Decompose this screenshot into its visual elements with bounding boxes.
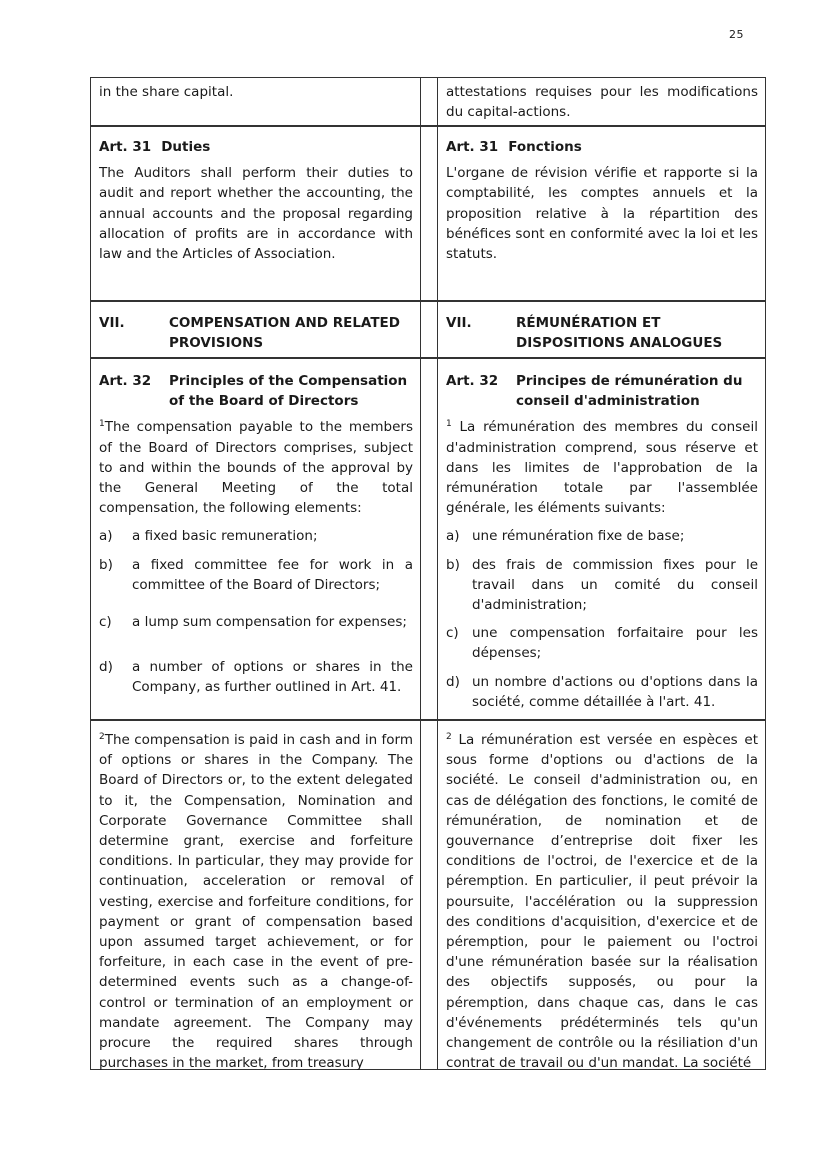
fr-art32-para2-text: La rémunération est versée en espèces et sous forme d'options ou d'actions de la société. Le conseil d'administration ou, en cas de délégation des fonctions, le comité de rémunération, de nomination et de gouvernance d’entreprise doit fixer les conditions de l'octroi, de l'exercice et de la péremption. En particulier, il peut prévoir la poursuite, l'accélération ou la suppression des conditions d'acquisition, d'exercice et de péremption, pour le paiement ou l'octroi d'une rémunération basée sur la réalisation des objectifs supposés, ou pour la péremption, dans chaque cas, dans le cas d'événements prédéterminés tels qu'un changement de contrôle ou la résiliation d'un contrat de travail ou d'un mandat. La société xyxy=(446,732,758,1072)
en-section-number: VII. xyxy=(99,315,125,331)
column-gap xyxy=(421,720,437,1070)
fr-art32-intro xyxy=(446,417,758,518)
en-para-marker-2: 2 xyxy=(99,732,105,742)
list-item xyxy=(99,657,413,697)
page-number: 25 xyxy=(729,28,744,41)
cell-fr-art32-para2 xyxy=(437,720,766,1070)
row-continuation xyxy=(90,77,766,126)
fr-section-heading xyxy=(446,313,758,353)
fr-section-title: RÉMUNÉRATION ET DISPOSITIONS ANALOGUES xyxy=(516,315,723,352)
fr-art32-para2 xyxy=(446,730,758,1073)
fr-art32-number: Art. 32 xyxy=(446,373,499,389)
en-art32-intro-text: The compensation payable to the members of the Board of Directors comprises, subject to and within the bounds of the approval by the General Meeting of the total compensation, the following elements: xyxy=(99,419,413,517)
en-art32-number: Art. 32 xyxy=(99,373,152,389)
fr-art31-number: Art. 31 xyxy=(446,139,499,155)
column-gap xyxy=(421,77,437,126)
en-art31-title: Duties xyxy=(161,139,211,155)
cell-en-art32-para2 xyxy=(90,720,421,1070)
cell-fr-section-vii xyxy=(437,301,766,358)
item-text: des frais de commission fixes pour le travail dans un comité du conseil d'administration; xyxy=(472,556,758,614)
en-section-title: COMPENSATION AND RELATED PROVISIONS xyxy=(169,315,400,352)
item-label: d) xyxy=(99,659,113,676)
item-text: a lump sum compensation for expenses; xyxy=(132,614,407,631)
en-para-marker-1: 1 xyxy=(99,419,105,430)
en-art31-number: Art. 31 xyxy=(99,139,152,155)
fr-para-marker-1: 1 xyxy=(446,419,452,430)
list-item xyxy=(99,612,413,632)
item-label: c) xyxy=(446,625,459,642)
item-text: une rémunération fixe de base; xyxy=(472,528,685,545)
fr-para-marker-2: 2 xyxy=(446,732,452,742)
list-item xyxy=(99,555,413,595)
list-item xyxy=(446,672,758,712)
item-label: a) xyxy=(99,528,113,545)
fr-art32-intro-text: La rémunération des membres du conseil d'administration comprend, sous réserve et dans les limites de l'approbation de la rémunération totale par l'assemblée générale, les éléments suivants: xyxy=(446,419,758,517)
en-art31-heading xyxy=(99,137,413,157)
row-art32-para1 xyxy=(90,358,766,720)
column-gap xyxy=(421,301,437,358)
cell-en-art31 xyxy=(90,126,421,301)
fr-section-number: VII. xyxy=(446,315,472,331)
item-label: c) xyxy=(99,614,112,631)
item-label: b) xyxy=(446,556,460,573)
fr-art31-title: Fonctions xyxy=(508,139,582,155)
fr-art31-text: L'organe de révision vérifie et rapporte si la comptabilité, les comptes annuels et la proposition relative à la répartition des bénéfices sont en conformité avec la loi et les statuts. xyxy=(446,165,758,263)
cell-en-continuation xyxy=(90,77,421,126)
item-label: d) xyxy=(446,673,460,690)
column-gap xyxy=(421,358,437,720)
list-item xyxy=(99,526,413,546)
en-art31-text: The Auditors shall perform their duties to audit and report whether the accounting, the annual accounts and the proposal regarding allocation of profits are in accordance with law and the Articles of Association. xyxy=(99,165,413,263)
list-item xyxy=(446,526,758,546)
item-text: a number of options or shares in the Company, as further outlined in Art. 41. xyxy=(132,659,413,696)
item-label: a) xyxy=(446,528,460,545)
list-item xyxy=(446,623,758,663)
fr-art31-heading xyxy=(446,137,758,157)
item-text: un nombre d'actions ou d'options dans la société, comme détaillée à l'art. 41. xyxy=(472,673,758,710)
item-text: a fixed committee fee for work in a committee of the Board of Directors; xyxy=(132,556,413,593)
en-art32-para2 xyxy=(99,730,413,1073)
item-label: b) xyxy=(99,556,113,573)
row-art31 xyxy=(90,126,766,301)
fr-continuation-text: attestations requises pour les modifications du capital-actions. xyxy=(446,84,758,121)
en-continuation-text: in the share capital. xyxy=(99,84,234,100)
column-gap xyxy=(421,126,437,301)
cell-fr-art32 xyxy=(437,358,766,720)
en-art32-para2-text: The compensation is paid in cash and in form of options or shares in the Company. The Board of Directors or, to the extent delegated to it, the Compensation, Nomination and Corporate Governance Committee shall determine grant, exercise and forfeiture conditions. In particular, they may provide for continuation, acceleration or removal of vesting, exercise and forfeiture conditions, for payment or grant of compensation based upon assumed target achievement, or for forfeiture, in each case in the event of pre-determined events such as a change-of-control or termination of an employment or mandate agreement. The Company may procure the required shares through purchases in the market, from treasury xyxy=(99,732,413,1072)
item-text: a fixed basic remuneration; xyxy=(132,528,318,545)
cell-fr-continuation xyxy=(437,77,766,126)
cell-en-art32 xyxy=(90,358,421,720)
en-art32-intro xyxy=(99,417,413,518)
en-art32-title: Principles of the Compensation of the Board of Directors xyxy=(169,373,408,410)
row-section-vii xyxy=(90,301,766,358)
row-art32-para2 xyxy=(90,720,766,1070)
fr-art32-title: Principes de rémunération du conseil d'administration xyxy=(516,373,743,410)
en-section-heading xyxy=(99,313,413,353)
en-art32-heading xyxy=(99,371,413,411)
cell-en-section-vii xyxy=(90,301,421,358)
fr-art32-heading xyxy=(446,371,758,411)
item-text: une compensation forfaitaire pour les dépenses; xyxy=(472,625,758,662)
list-item xyxy=(446,555,758,616)
cell-fr-art31 xyxy=(437,126,766,301)
